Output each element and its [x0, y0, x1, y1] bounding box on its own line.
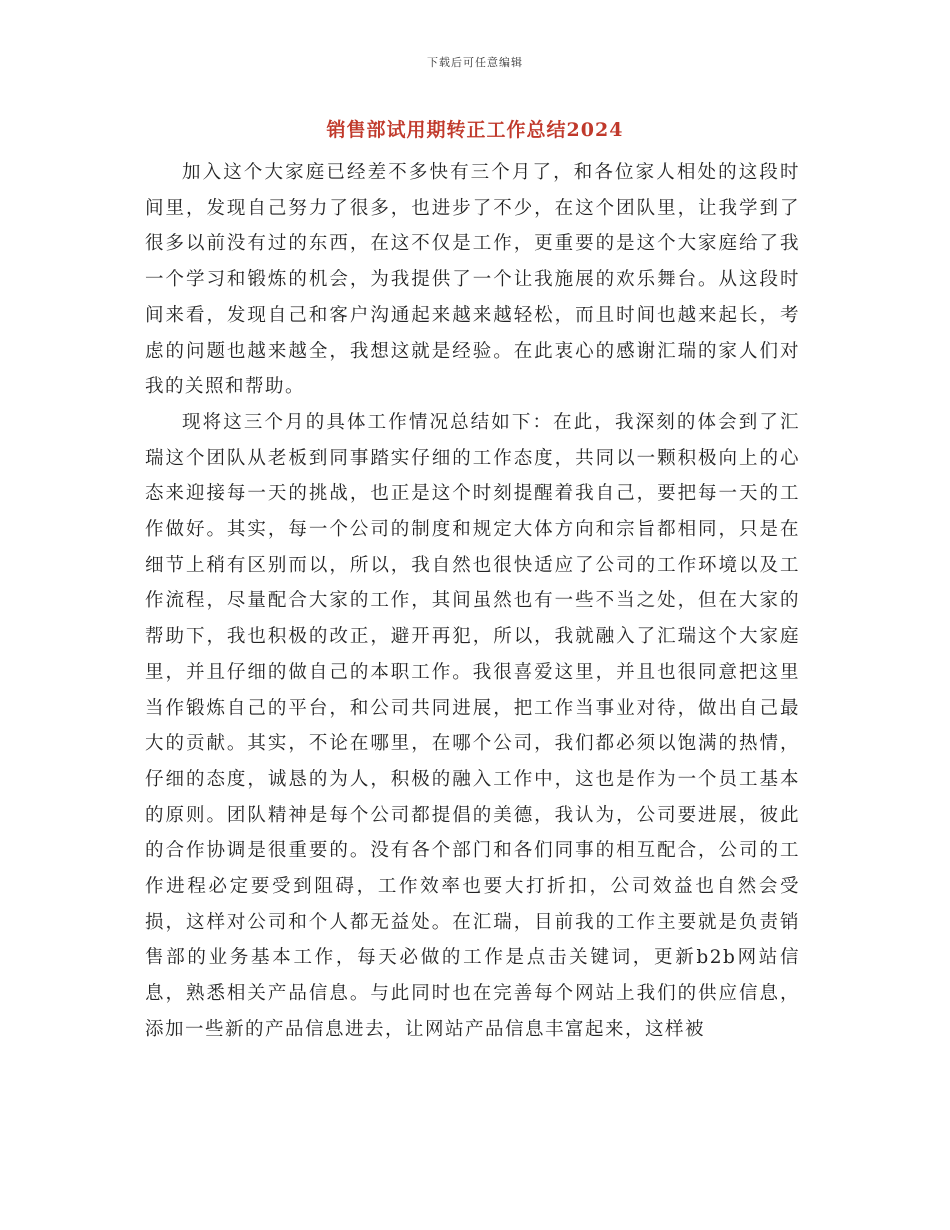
- document-title: 销售部试用期转正工作总结2024: [326, 119, 624, 141]
- document-body: [145, 155, 800, 1048]
- paragraph: 加入这个大家庭已经差不多快有三个月了，和各位家人相处的这段时间里，发现自己努力了很多，也进步了不少，在这个团队里，让我学到了很多以前没有过的东西，在这不仅是工作，更重要的是这个大家庭给了我一个学习和锻炼的机会，为我提供了一个让我施展的欢乐舞台。从这段时间来看，发现自己和客户沟通起来越来越轻松，而且时间也越来起长，考虑的问题也越来越全，我想这就是经验。在此衷心的感谢汇瑞的家人们对我的关照和帮助。: [145, 162, 800, 398]
- header-note: 下载后可任意编辑: [427, 56, 523, 69]
- paragraph: 现将这三个月的具体工作情况总结如下：在此，我深刻的体会到了汇瑞这个团队从老板到同事踏实仔细的工作态度，共同以一颗积极向上的心态来迎接每一天的挑战，也正是这个时刻提醒着我自己，要把每一天的工作做好。其实，每一个公司的制度和规定大体方向和宗旨都相同，只是在细节上稍有区别而以，所以，我自然也很快适应了公司的工作环境以及工作流程，尽量配合大家的工作，其间虽然也有一些不当之处，但在大家的帮助下，我也积极的改正，避开再犯，所以，我就融入了汇瑞这个大家庭里，并且仔细的做自己的本职工作。我很喜爱这里，并且也很同意把这里当作锻炼自己的平台，和公司共同进展，把工作当事业对待，做出自己最大的贡献。其实，不论在哪里，在哪个公司，我们都必须以饱满的热情，仔细的态度，诚恳的为人，积极的融入工作中，这也是作为一个员工基本的原则。团队精神是每个公司都提倡的美德，我认为，公司要进展，彼此的合作协调是很重要的。没有各个部门和各们同事的相互配合，公司的工作进程必定要受到阻碍，工作效率也要大打折扣，公司效益也自然会受损，这样对公司和个人都无益处。在汇瑞，目前我的工作主要就是负责销售部的业务基本工作，每天必做的工作是点击关键词，更新b2b网站信息，熟悉相关产品信息。与此同时也在完善每个网站上我们的供应信息，添加一些新的产品信息进去，让网站产品信息丰富起来，这样被: [145, 411, 800, 1040]
